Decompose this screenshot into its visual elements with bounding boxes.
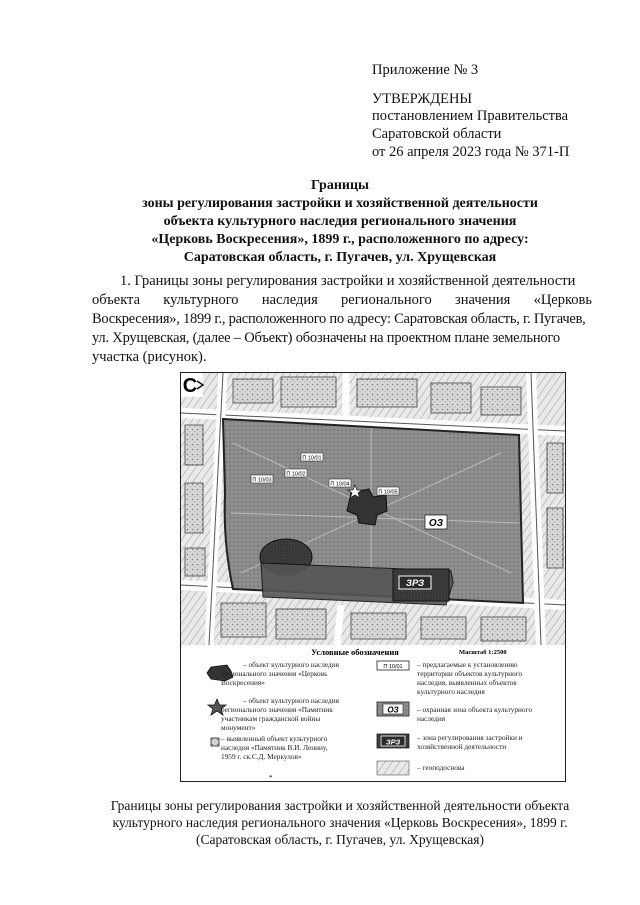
svg-text:– зона регулирования застройки: – зона регулирования застройки и: [417, 733, 523, 742]
point-label: [329, 479, 351, 488]
svg-text:монумент»: монумент»: [221, 723, 256, 732]
zrz-label: [399, 576, 431, 589]
point-label: [285, 469, 307, 478]
paragraph-line-4: ул. Хрущевская, (далее – Объект) обозначены на проектном плане земельного: [92, 330, 560, 346]
svg-text:регионального значения «Церков: регионального значения «Церковь: [221, 669, 328, 678]
approved-by-line-2: Саратовской области: [372, 126, 502, 142]
svg-text:ЗРЗ: ЗРЗ: [405, 578, 425, 589]
caption-line-1: Границы зоны регулирования застройки и хозяйственной деятельности объекта: [110, 798, 570, 813]
map-scale: Масштаб 1:2500: [459, 649, 507, 656]
paragraph-line-5: участка (рисунок).: [92, 349, 207, 365]
svg-text:территории объектов культурног: территории объектов культурного: [417, 669, 523, 678]
paragraph-line-3: Воскресения», 1899 г., расположенного по адресу: Саратовская область, г. Пугачев,: [92, 311, 586, 327]
svg-text:– геоподоснова: – геоподоснова: [417, 763, 465, 772]
svg-text:П 10/02: П 10/02: [286, 471, 306, 478]
caption-line-2: культурного наследия регионального значения «Церковь Воскресения», 1899 г.: [112, 815, 568, 830]
caption-line-3: (Саратовская область, г. Пугачев, ул. Хрущевская): [196, 832, 484, 847]
appendix-number: Приложение № 3: [372, 62, 479, 78]
point-label: [301, 453, 323, 462]
svg-text:наследия «Памятник В.И. Ленину: наследия «Памятник В.И. Ленину,: [221, 743, 328, 752]
oz-label: [425, 515, 447, 529]
north-arrow: [181, 373, 203, 397]
svg-text:П 10/04: П 10/04: [330, 481, 350, 488]
svg-text:– объект культурного наследия: – объект культурного наследия: [243, 660, 339, 669]
paragraph-line-1: 1. Границы зоны регулирования застройки и хозяйственной деятельности: [120, 273, 576, 289]
svg-text:– охранная зона объекта культу: – охранная зона объекта культурного: [417, 705, 533, 714]
svg-text:П 10/01: П 10/01: [383, 664, 403, 670]
title-line-2: зоны регулирования застройки и хозяйственной деятельности: [142, 196, 538, 211]
title-line-3: объекта культурного наследия регионального значения: [163, 214, 517, 229]
svg-text:наследия, выявленных объектов: наследия, выявленных объектов: [417, 678, 517, 687]
svg-text:Воскресения»: Воскресения»: [221, 678, 265, 687]
approved-by-line-1: постановлением Правительства: [372, 108, 569, 124]
approved-date: от 26 апреля 2023 года № 371-П: [372, 144, 570, 160]
point-label: [251, 475, 273, 484]
svg-text:хозяйственной деятельности: хозяйственной деятельности: [417, 742, 507, 751]
svg-text:П 10/05: П 10/05: [378, 489, 398, 496]
svg-text:1959 г. ск.С.Д. Меркулов»: 1959 г. ск.С.Д. Меркулов»: [221, 752, 302, 761]
svg-text:– объект культурного наследия: – объект культурного наследия: [243, 696, 339, 705]
site-plan-map: [181, 373, 565, 781]
svg-text:регионального значения «Памятн: регионального значения «Памятник: [221, 705, 333, 714]
north-letter: С: [182, 375, 198, 397]
title-line-5: Саратовская область, г. Пугачев, ул. Хрущевская: [183, 250, 497, 265]
svg-text:культурного наследия: культурного наследия: [417, 687, 485, 696]
approved-heading: УТВЕРЖДЕНЫ: [372, 91, 473, 107]
svg-text:наследия: наследия: [417, 714, 446, 723]
point-label: [377, 487, 399, 496]
title-line-4: «Церковь Воскресения», 1899 г., расположенного по адресу:: [151, 232, 529, 247]
svg-text:ОЗ: ОЗ: [428, 518, 444, 529]
svg-text:участникам гражданской войны: участникам гражданской войны: [221, 714, 321, 723]
svg-text:П 10/01: П 10/01: [302, 455, 322, 462]
svg-text:ОЗ: ОЗ: [387, 705, 399, 715]
site-plan-figure: [180, 372, 566, 782]
title-line-1: Границы: [311, 178, 369, 193]
legend-title: Условные обозначения: [311, 647, 399, 657]
svg-text:– предлагаемые к установлению: – предлагаемые к установлению: [417, 660, 518, 669]
legend-geobase-swatch: [377, 761, 409, 775]
svg-text:ЗРЗ: ЗРЗ: [385, 737, 401, 747]
legend-lenin-symbol: [211, 738, 219, 746]
svg-text:П 10/03: П 10/03: [252, 477, 272, 484]
svg-text:*: *: [269, 774, 273, 781]
paragraph-line-2: объекта культурного наследия регионального значения «Церковь: [92, 292, 592, 308]
svg-text:– выявленный объект культурног: – выявленный объект культурного: [221, 734, 328, 743]
